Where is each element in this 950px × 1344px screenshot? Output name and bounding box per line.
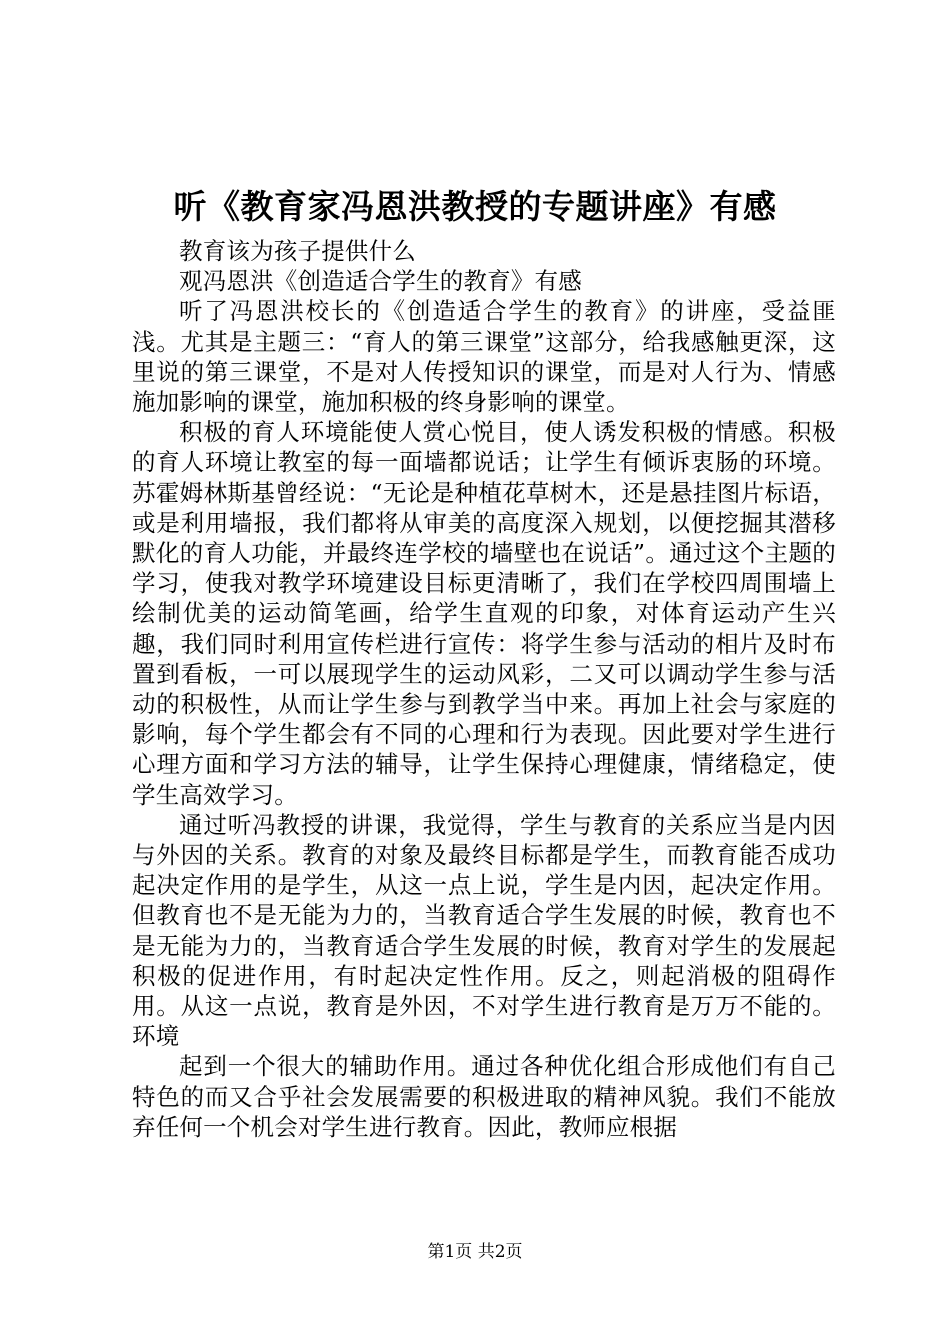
- paragraph-subtitle-2: 观冯恩洪《创造适合学生的教育》有感: [179, 267, 582, 296]
- page-footer: 第1页 共2页: [427, 1242, 523, 1262]
- paragraph-subtitle-1: 教育该为孩子提供什么: [179, 237, 416, 265]
- paragraph: 积极的育人环境能使人赏心悦目，使人诱发积极的情感。积极的育人环境让教室的每一面墙都说话；让学生有倾诉衷肠的环境。苏霍姆林斯基曾经说：“无论是种植花草树木，还是悬挂图片标语，或是利用墙报，我们都将从审美的高度深入规划，以便挖掘其潜移默化的育人功能，并最终连学校的墙壁也在说话”。通过这个主题的学习，使我对教学环境建设目标更清晰了，我们在学校四周围墙上绘制优美的运动简笔画，给学生直观的印象，对体育运动产生兴趣，我们同时利用宣传栏进行宣传：将学生参与活动的相片及时布置到看板，一可以展现学生的运动风彩，二又可以调动学生参与活动的积极性，从而让学生参与到教学当中来。再加上社会与家庭的影响，每个学生都会有不同的心理和行为表现。因此要对学生进行心理方面和学习方法的辅导，让学生保持心理健康，情绪稳定，使学生高效学习。: [132, 418, 836, 809]
- paragraph: 通过听冯教授的讲课，我觉得，学生与教育的关系应当是内因与外因的关系。教育的对象及最终目标都是学生，而教育能否成功起决定作用的是学生，从这一点上说，学生是内因，起决定作用。但教育也不是无能为力的，当教育适合学生发展的时候，教育也不是无能为力的，当教育适合学生发展的时候，教育对学生的发展起积极的促进作用，有时起决定性作用。反之，则起消极的阻碍作用。从这一点说，教育是外因，不对学生进行教育是万万不能的。环境: [132, 810, 836, 1051]
- document-body: [132, 236, 836, 1142]
- paragraph: 听了冯恩洪校长的《创造适合学生的教育》的讲座，受益匪浅。尤其是主题三：“育人的第三课堂”这部分，给我感触更深，这里说的第三课堂，不是对人传授知识的课堂，而是对人行为、情感施加影响的课堂，施加积极的终身影响的课堂。: [132, 297, 836, 417]
- paragraph: 起到一个很大的辅助作用。通过各种优化组合形成他们有自己特色的而又合乎社会发展需要的积极进取的精神风貌。我们不能放弃任何一个机会对学生进行教育。因此，教师应根据: [132, 1052, 836, 1141]
- document-title: 听《教育家冯恩洪教授的专题讲座》有感: [173, 187, 777, 226]
